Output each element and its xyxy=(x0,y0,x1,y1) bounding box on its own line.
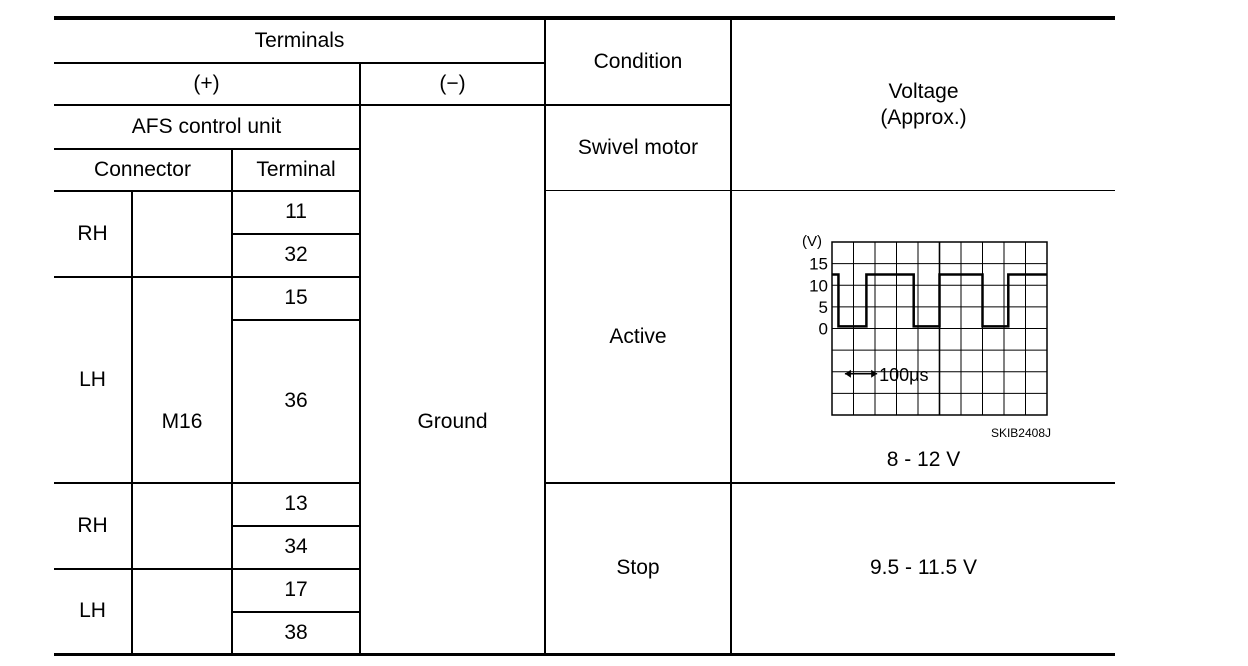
rule-header-bottom-right xyxy=(545,190,1115,191)
terminal-cell: 34 xyxy=(284,535,308,559)
bottom-rule xyxy=(54,653,1115,656)
side-cell-rh: RH xyxy=(77,513,108,537)
terminal-cell: 13 xyxy=(284,492,308,516)
scope-y-tick: 0 xyxy=(818,319,828,339)
voltage-approx-label: (Approx.) xyxy=(880,106,967,129)
oscilloscope-waveform xyxy=(790,230,1070,445)
side-cell-lh: LH xyxy=(79,599,106,623)
header-minus: (−) xyxy=(439,71,466,95)
header-terminal: Terminal xyxy=(256,157,336,181)
scope-y-tick: 15 xyxy=(809,254,828,274)
terminal-cell: 17 xyxy=(284,578,308,602)
header-condition: Condition xyxy=(593,49,683,73)
header-terminals: Terminals xyxy=(254,28,345,52)
condition-active: Active xyxy=(609,324,667,348)
scope-y-tick: 10 xyxy=(809,276,828,296)
scope-y-tick: 5 xyxy=(818,297,828,317)
scope-time-arrow-head xyxy=(845,370,851,378)
voltage-label: Voltage xyxy=(888,79,959,103)
terminal-cell: 32 xyxy=(284,243,308,267)
connector-cell: M16 xyxy=(161,410,203,434)
condition-stop: Stop xyxy=(616,556,660,580)
voltage-active-value: 8 - 12 V xyxy=(886,447,961,471)
scope-waveform-trace xyxy=(832,274,1047,326)
terminal-cell: 38 xyxy=(284,620,308,644)
terminal-cell: 15 xyxy=(284,286,308,310)
terminal-cell: 11 xyxy=(285,200,307,224)
terminal-cell: 36 xyxy=(284,389,308,413)
header-plus: (+) xyxy=(193,71,220,95)
voltage-stop-value: 9.5 - 11.5 V xyxy=(869,556,977,580)
scope-time-arrow-head xyxy=(871,370,877,378)
side-cell-lh: LH xyxy=(79,367,106,391)
scope-time-div-label: 100μs xyxy=(879,364,929,385)
header-afs-control-unit: AFS control unit xyxy=(131,114,282,138)
header-swivel-motor: Swivel motor xyxy=(577,135,699,159)
scope-unit-label: (V) xyxy=(802,233,822,250)
side-cell-rh: RH xyxy=(77,221,108,245)
header-voltage xyxy=(732,20,1115,190)
scope-figure-code: SKIB2408J xyxy=(990,426,1051,440)
header-connector: Connector xyxy=(94,157,191,181)
waveform-figure xyxy=(790,230,1070,445)
ground-cell: Ground xyxy=(417,409,488,433)
